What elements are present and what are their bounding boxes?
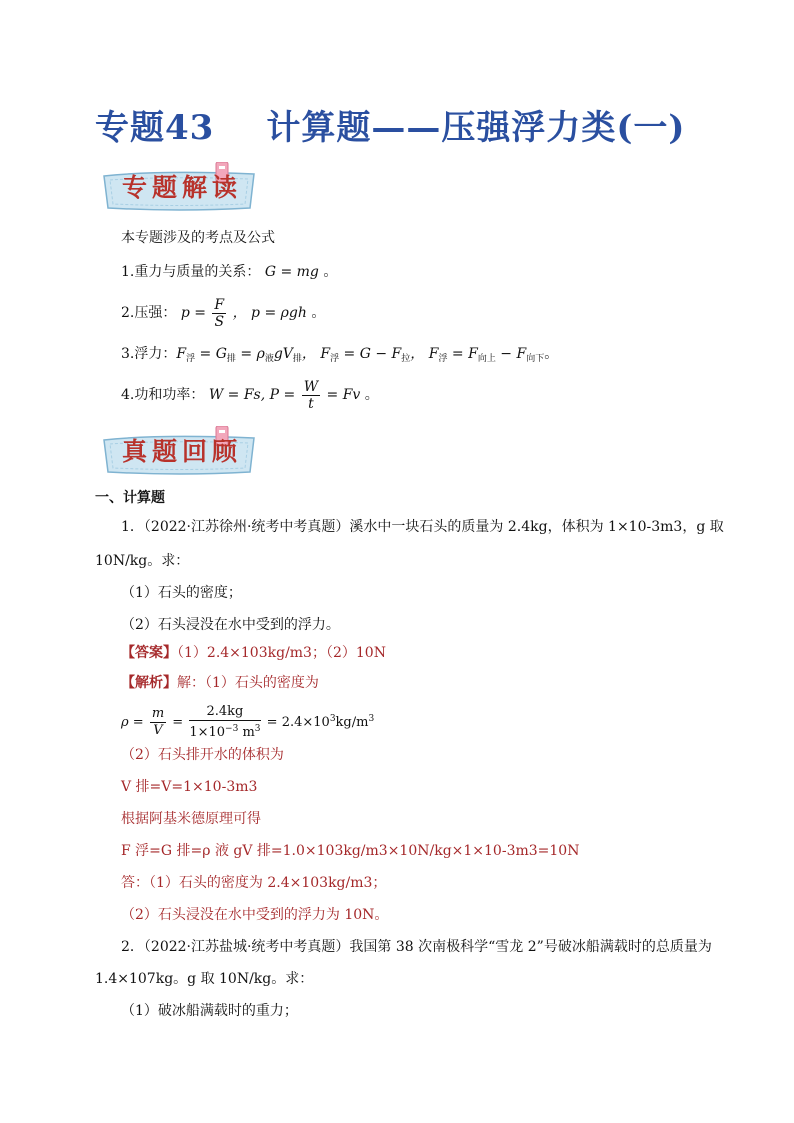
banner-label: 专题解读 (122, 173, 243, 202)
fraction-f-over-s: $\frac{F}{S}$ (214, 296, 225, 330)
q1-sub2: （2）石头浸没在水中受到的浮力。 (121, 617, 340, 633)
q2-sub1: （1）破冰船满载时的重力； (121, 1003, 298, 1019)
fraction-w-over-t: $\frac{W}{t}$ (303, 378, 319, 412)
q1-analysis: 【解析】解：（1）石头的密度为 (121, 675, 319, 691)
analysis-tag: 【解析】 (121, 675, 177, 691)
q1-step7: （2）石头浸没在水中受到的浮力为 10N。 (121, 907, 389, 923)
formula-gravity: 1.重力与质量的关系： G = mg 。 (121, 264, 338, 280)
q1-answer: 【答案】（1）2.4×103kg/m3；（2）10N (121, 645, 386, 661)
q1-density-formula: ρ = $\frac{m}{V}$ = $\frac{2.4kg}{1\times 10^{-3} m^3}$ = $2.4\times 10^3kg/m^3$ (121, 704, 375, 740)
formula-pressure: 2.压强： p = $\frac{F}{S}$ ， p = ρgh 。 (121, 296, 326, 330)
q2-stem-line2: 1.4×107kg。g 取 10N/kg。求： (95, 971, 314, 987)
q1-step3: V 排=V=1×10-3m3 (121, 779, 258, 795)
q1-sub1: （1）石头的密度； (121, 585, 242, 601)
intro-heading: 本专题涉及的考点及公式 (121, 230, 275, 246)
q1-stem-line2: 10N/kg。求： (95, 553, 190, 569)
banner-topic-interpretation (100, 162, 260, 216)
q1-step2: （2）石头排开水的体积为 (121, 747, 284, 763)
title-topic-name: 计算题——压强浮力类(一) (266, 108, 686, 148)
formula-work-power: 4.功和功率： W = Fs, P = $\frac{W}{t}$ = Fv 。 (121, 378, 379, 412)
q1-step4: 根据阿基米德原理可得 (121, 811, 261, 827)
q1-stem-line1: 1．（2022·江苏徐州·统考中考真题）溪水中一块石头的质量为 2.4kg，体积为 1×10-3m3，g 取 (121, 519, 724, 535)
section-heading: 一、计算题 (95, 490, 165, 506)
banner-label: 真题回顾 (122, 437, 243, 466)
q1-step6: 答：（1）石头的密度为 2.4×103kg/m3； (121, 875, 387, 891)
q2-stem-line1: 2．（2022·江苏盐城·统考中考真题）我国第 38 次南极科学“雪龙 2”号破冰船满载时的总质量为 (121, 939, 712, 955)
q1-step5: F 浮=G 排=ρ 液 gV 排=1.0×103kg/m3×10N/kg×1×10-3m3=10N (121, 843, 580, 859)
title-topic-number: 专题43 (95, 108, 215, 148)
banner-past-exam-review (100, 426, 260, 480)
formula-buoyancy: 3.浮力：$F_浮 = G_排 = \rho_液gV_排$， $F_浮 = G - F_拉$， $F_浮 = F_{向上} - F_{向下}$。 (121, 346, 559, 364)
answer-tag: 【答案】 (121, 645, 177, 661)
page-title (95, 100, 686, 149)
